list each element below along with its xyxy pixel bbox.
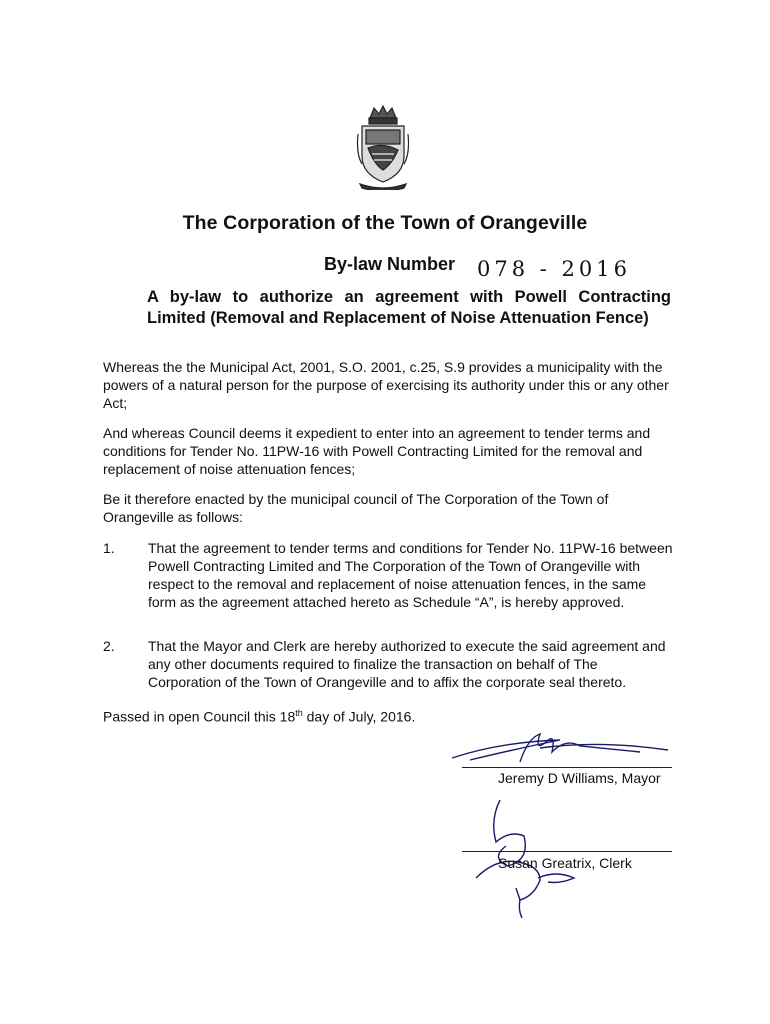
enactment-paragraph: Be it therefore enacted by the municipal council of The Corporation of the Town of Orangeville as follows: — [103, 491, 609, 525]
passed-suffix: day of July, 2016. — [302, 708, 416, 725]
bylaw-subtitle: A by-law to authorize an agreement with Powell Contracting Limited (Removal and Replacement of Noise Attenuation Fence) — [147, 288, 671, 327]
bylaw-label: By-law Number — [324, 254, 456, 274]
list-item-number: 2. — [103, 638, 115, 654]
clerk-signature-line — [462, 851, 672, 852]
town-crest-icon — [356, 104, 410, 190]
mayor-signature-line — [462, 767, 672, 768]
clerk-name: Susan Greatrix, Clerk — [498, 855, 632, 871]
bylaw-number-stamp: 078 - 2016 — [477, 257, 631, 281]
passed-prefix: Passed in open Council this 18 — [103, 708, 296, 725]
list-item-text: That the agreement to tender terms and conditions for Tender No. 11PW-16 between Powell Contracting Limited and The Corporation of the Town of Orangeville with respect to the removal and replacement of noise attenuation fences, in the same form as the agreement attached hereto as Schedule “A”, is hereby approved. — [148, 540, 673, 610]
preamble-paragraph: Whereas the the Municipal Act, 2001, S.O. 2001, c.25, S.9 provides a municipality with the powers of a natural person for the purpose of exercising its authority under this or any other Act; — [103, 359, 669, 411]
passed-statement — [103, 708, 415, 725]
mayor-name: Jeremy D Williams, Mayor — [498, 770, 661, 786]
list-item-number: 1. — [103, 540, 115, 556]
document-title: The Corporation of the Town of Orangeville — [182, 212, 588, 234]
whereas-paragraph: And whereas Council deems it expedient to enter into an agreement to tender terms and conditions for Tender No. 11PW-16 with Powell Contracting Limited for the removal and replacement of noise attenuation fences; — [103, 425, 651, 477]
list-item-text: That the Mayor and Clerk are hereby authorized to execute the said agreement and any other documents required to finalize the transaction on behalf of The Corporation of the Town of Orangeville and to affix the corporate seal thereto. — [148, 638, 666, 690]
passed-ordinal-suffix: th — [295, 708, 303, 718]
